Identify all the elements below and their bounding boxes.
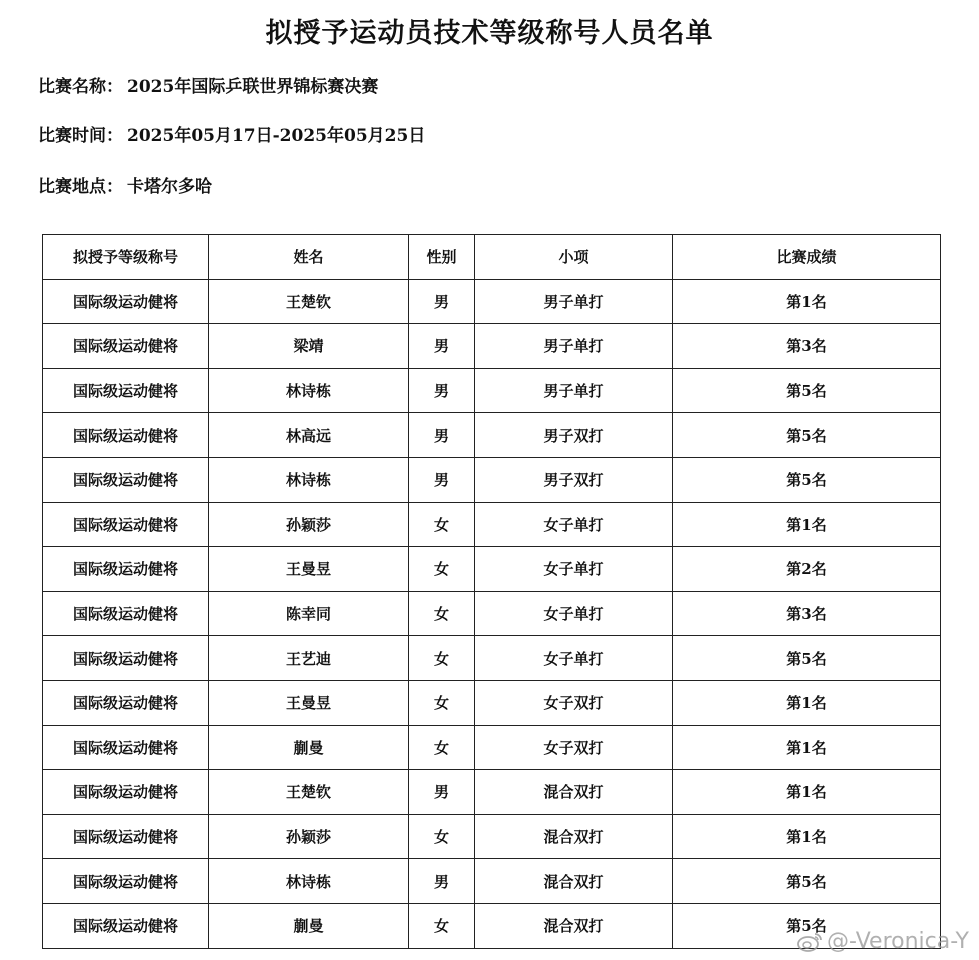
cell-result: 第3名 — [673, 591, 941, 636]
cell-title-grade: 国际级运动健将 — [43, 502, 209, 547]
table-row — [43, 413, 941, 458]
cell-result: 第3名 — [673, 324, 941, 369]
cell-title-grade: 国际级运动健将 — [43, 814, 209, 859]
cell-event: 混合双打 — [475, 859, 673, 904]
table-header-row — [43, 235, 941, 280]
table-row — [43, 903, 941, 948]
athlete-roster-table — [42, 234, 941, 949]
cell-title-grade: 国际级运动健将 — [43, 859, 209, 904]
cell-name: 王楚钦 — [209, 770, 409, 815]
cell-gender: 女 — [409, 636, 475, 681]
cell-result: 第1名 — [673, 502, 941, 547]
cell-name: 王曼昱 — [209, 680, 409, 725]
cell-result: 第1名 — [673, 680, 941, 725]
table-row — [43, 502, 941, 547]
cell-name: 孙颖莎 — [209, 814, 409, 859]
table-row — [43, 814, 941, 859]
cell-title-grade: 国际级运动健将 — [43, 368, 209, 413]
cell-result: 第1名 — [673, 725, 941, 770]
cell-gender: 男 — [409, 859, 475, 904]
competition-time-label: 比赛时间： — [38, 126, 123, 146]
table-row — [43, 324, 941, 369]
cell-name: 蒯曼 — [209, 903, 409, 948]
cell-title-grade: 国际级运动健将 — [43, 457, 209, 502]
table-row — [43, 725, 941, 770]
cell-name: 林诗栋 — [209, 457, 409, 502]
cell-name: 蒯曼 — [209, 725, 409, 770]
cell-result: 第1名 — [673, 770, 941, 815]
cell-result: 第5名 — [673, 859, 941, 904]
cell-result: 第5名 — [673, 413, 941, 458]
competition-time-line — [38, 124, 425, 148]
cell-event: 男子双打 — [475, 457, 673, 502]
cell-name: 王艺迪 — [209, 636, 409, 681]
cell-result: 第5名 — [673, 636, 941, 681]
table-body — [43, 279, 941, 948]
header-result: 比赛成绩 — [673, 235, 941, 280]
table-row — [43, 368, 941, 413]
table-row — [43, 457, 941, 502]
competition-place-value: 卡塔尔多哈 — [127, 177, 212, 197]
watermark-text: @-Veronica-Y — [827, 929, 969, 954]
cell-title-grade: 国际级运动健将 — [43, 903, 209, 948]
cell-name: 梁靖 — [209, 324, 409, 369]
cell-gender: 男 — [409, 770, 475, 815]
cell-gender: 男 — [409, 457, 475, 502]
cell-title-grade: 国际级运动健将 — [43, 636, 209, 681]
cell-event: 女子单打 — [475, 502, 673, 547]
cell-gender: 女 — [409, 591, 475, 636]
cell-event: 男子单打 — [475, 279, 673, 324]
cell-title-grade: 国际级运动健将 — [43, 324, 209, 369]
competition-place-line — [38, 175, 212, 199]
cell-gender: 女 — [409, 680, 475, 725]
cell-title-grade: 国际级运动健将 — [43, 680, 209, 725]
cell-gender: 女 — [409, 502, 475, 547]
table-row — [43, 279, 941, 324]
cell-result: 第1名 — [673, 814, 941, 859]
competition-place-label: 比赛地点： — [38, 177, 123, 197]
table-row — [43, 636, 941, 681]
cell-gender: 男 — [409, 324, 475, 369]
cell-name: 林诗栋 — [209, 368, 409, 413]
cell-gender: 男 — [409, 413, 475, 458]
table-row — [43, 547, 941, 592]
cell-title-grade: 国际级运动健将 — [43, 725, 209, 770]
cell-event: 男子双打 — [475, 413, 673, 458]
cell-result: 第2名 — [673, 547, 941, 592]
header-title-grade: 拟授予等级称号 — [43, 235, 209, 280]
cell-event: 混合双打 — [475, 770, 673, 815]
cell-name: 陈幸同 — [209, 591, 409, 636]
document-title: 拟授予运动员技术等级称号人员名单 — [265, 18, 714, 49]
cell-title-grade: 国际级运动健将 — [43, 413, 209, 458]
cell-title-grade: 国际级运动健将 — [43, 279, 209, 324]
cell-gender: 男 — [409, 279, 475, 324]
cell-event: 男子单打 — [475, 324, 673, 369]
competition-name-value: 2025年国际乒联世界锦标赛决赛 — [127, 77, 379, 97]
cell-event: 混合双打 — [475, 814, 673, 859]
cell-event: 混合双打 — [475, 903, 673, 948]
cell-event: 女子单打 — [475, 547, 673, 592]
header-event: 小项 — [475, 235, 673, 280]
cell-name: 孙颖莎 — [209, 502, 409, 547]
cell-name: 王曼昱 — [209, 547, 409, 592]
table-row — [43, 859, 941, 904]
cell-gender: 女 — [409, 725, 475, 770]
table-row — [43, 680, 941, 725]
cell-name: 王楚钦 — [209, 279, 409, 324]
table-row — [43, 591, 941, 636]
cell-event: 女子单打 — [475, 636, 673, 681]
cell-name: 林高远 — [209, 413, 409, 458]
competition-name-label: 比赛名称： — [38, 77, 123, 97]
competition-time-value: 2025年05月17日-2025年05月25日 — [127, 126, 426, 146]
cell-gender: 女 — [409, 814, 475, 859]
cell-title-grade: 国际级运动健将 — [43, 547, 209, 592]
cell-event: 女子单打 — [475, 591, 673, 636]
cell-gender: 女 — [409, 547, 475, 592]
cell-result: 第1名 — [673, 279, 941, 324]
header-gender: 性别 — [409, 235, 475, 280]
cell-result: 第5名 — [673, 903, 941, 948]
cell-gender: 女 — [409, 903, 475, 948]
cell-event: 女子双打 — [475, 680, 673, 725]
cell-title-grade: 国际级运动健将 — [43, 770, 209, 815]
cell-title-grade: 国际级运动健将 — [43, 591, 209, 636]
cell-event: 女子双打 — [475, 725, 673, 770]
cell-name: 林诗栋 — [209, 859, 409, 904]
cell-gender: 男 — [409, 368, 475, 413]
cell-result: 第5名 — [673, 368, 941, 413]
table-row — [43, 770, 941, 815]
header-name: 姓名 — [209, 235, 409, 280]
competition-name-line — [38, 75, 378, 99]
cell-result: 第5名 — [673, 457, 941, 502]
cell-event: 男子单打 — [475, 368, 673, 413]
